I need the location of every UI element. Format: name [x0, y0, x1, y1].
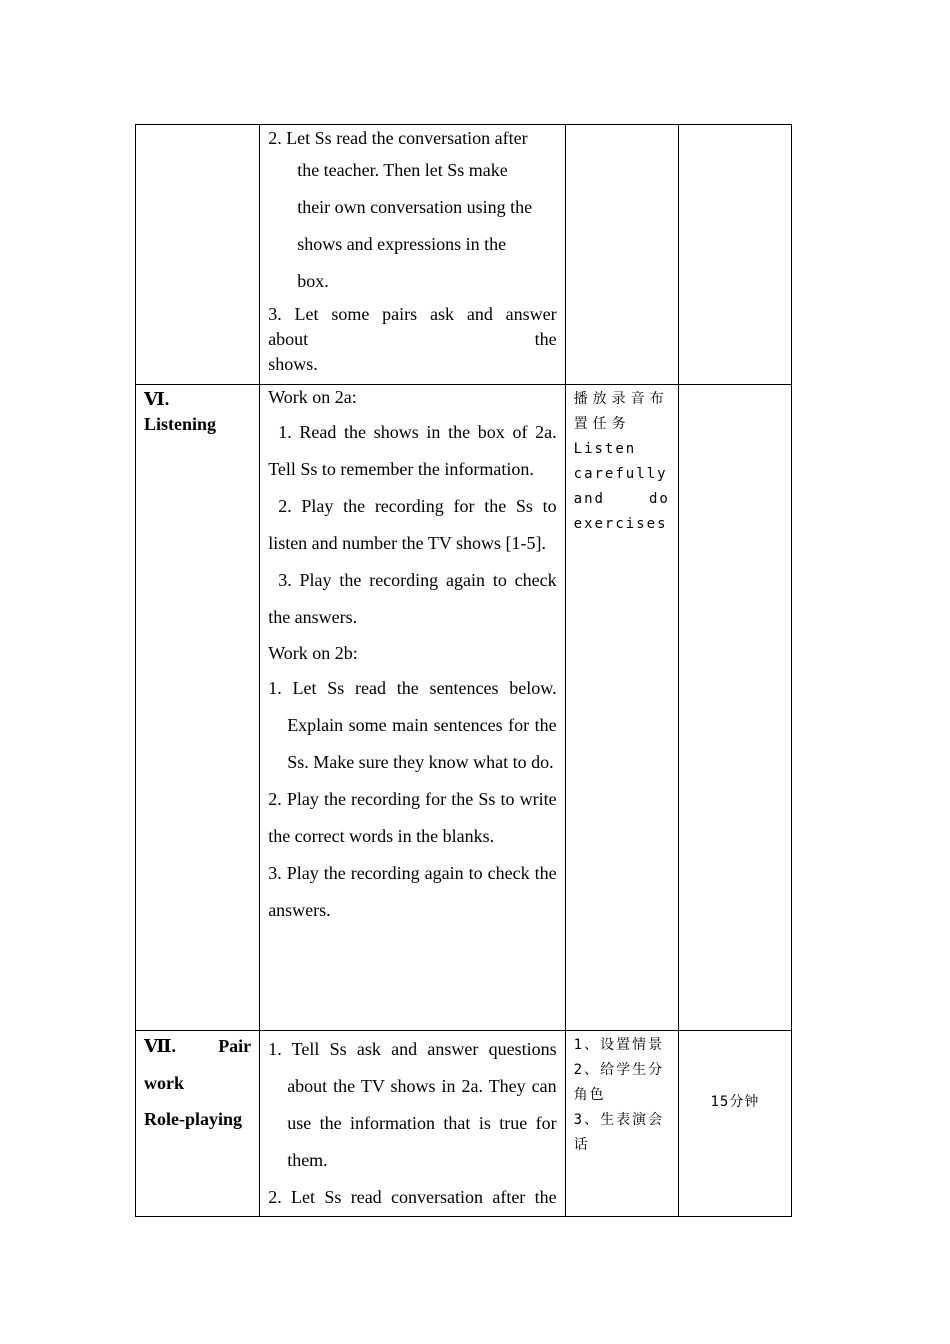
activity-text-cn: 播放录音布置任务	[573, 391, 669, 432]
procedure-item-continued: about the TV shows in 2a. They can use the information that is true for them.	[287, 1076, 557, 1170]
time-value: 15分钟	[710, 1094, 760, 1110]
lesson-plan-table	[135, 124, 792, 1217]
table-row	[136, 385, 792, 1031]
stage-title: work	[144, 1073, 184, 1093]
procedure-line: 3. Let some pairs ask and answer	[268, 304, 557, 324]
procedure-line: 1. Tell Ss ask and answer questions	[268, 1039, 557, 1059]
procedure-item-continued: Explain some main sentences for the Ss. Make sure they know what to do.	[287, 715, 557, 772]
time-cell	[678, 125, 791, 385]
procedure-line: 2. Let Ss read the conversation after	[268, 128, 528, 148]
activity-cell	[565, 385, 678, 1031]
activity-text-cn: 3、生表演会话	[573, 1112, 665, 1153]
activity-cell	[565, 1031, 678, 1217]
procedure-item: 2. Play the recording for the Ss to listen and number the TV shows [1-5].	[268, 496, 557, 553]
procedure-cell	[260, 385, 565, 1031]
procedure-cell	[260, 1031, 565, 1217]
stage-cell	[136, 385, 260, 1031]
activity-text-en: carefully	[573, 466, 668, 482]
activity-text-cn: 2、给学生分角色	[573, 1062, 665, 1103]
procedure-item: 1. Read the shows in the box of 2a. Tell Ss to remember the information.	[268, 422, 557, 479]
procedure-line: 1. Let Ss read the sentences below.	[268, 678, 557, 698]
activity-text-en: Listen	[573, 441, 637, 457]
procedure-line: shows.	[268, 354, 318, 374]
activity-cell	[565, 125, 678, 385]
activity-text-en: exercises	[573, 516, 668, 532]
section-heading: Work on 2b:	[268, 643, 358, 663]
section-heading: Work on 2a:	[268, 387, 357, 407]
activity-text-cn: 1、设置情景	[573, 1037, 665, 1053]
procedure-line: 2. Let Ss read conversation after the	[268, 1187, 557, 1207]
procedure-item-continued	[268, 152, 556, 300]
procedure-item: 3. Play the recording again to check the answers.	[268, 570, 557, 627]
table-row	[136, 1031, 792, 1217]
stage-cell	[136, 1031, 260, 1217]
procedure-item: 2. Play the recording for the Ss to write the correct words in the blanks.	[268, 789, 557, 846]
procedure-line: the teacher. Then let Ss make	[297, 160, 508, 180]
table-row	[136, 125, 792, 385]
stage-title: Role-playing	[144, 1109, 243, 1129]
stage-title-line	[144, 1033, 251, 1060]
procedure-line: box.	[297, 271, 329, 291]
procedure-line: their own conversation using the	[297, 197, 533, 217]
procedure-cell	[260, 125, 565, 385]
stage-number: Ⅶ.	[144, 1036, 176, 1056]
time-cell	[678, 385, 791, 1031]
time-cell	[678, 1031, 791, 1217]
stage-title: Pair	[218, 1036, 252, 1056]
procedure-line: shows and expressions in the	[297, 234, 507, 254]
stage-number: Ⅵ.	[144, 389, 170, 409]
stage-cell	[136, 125, 260, 385]
stage-title: Listening	[144, 414, 217, 434]
procedure-item: 3. Play the recording again to check the answers.	[268, 863, 557, 920]
procedure-line: about the	[268, 329, 557, 349]
activity-text-en: and do	[573, 491, 670, 507]
